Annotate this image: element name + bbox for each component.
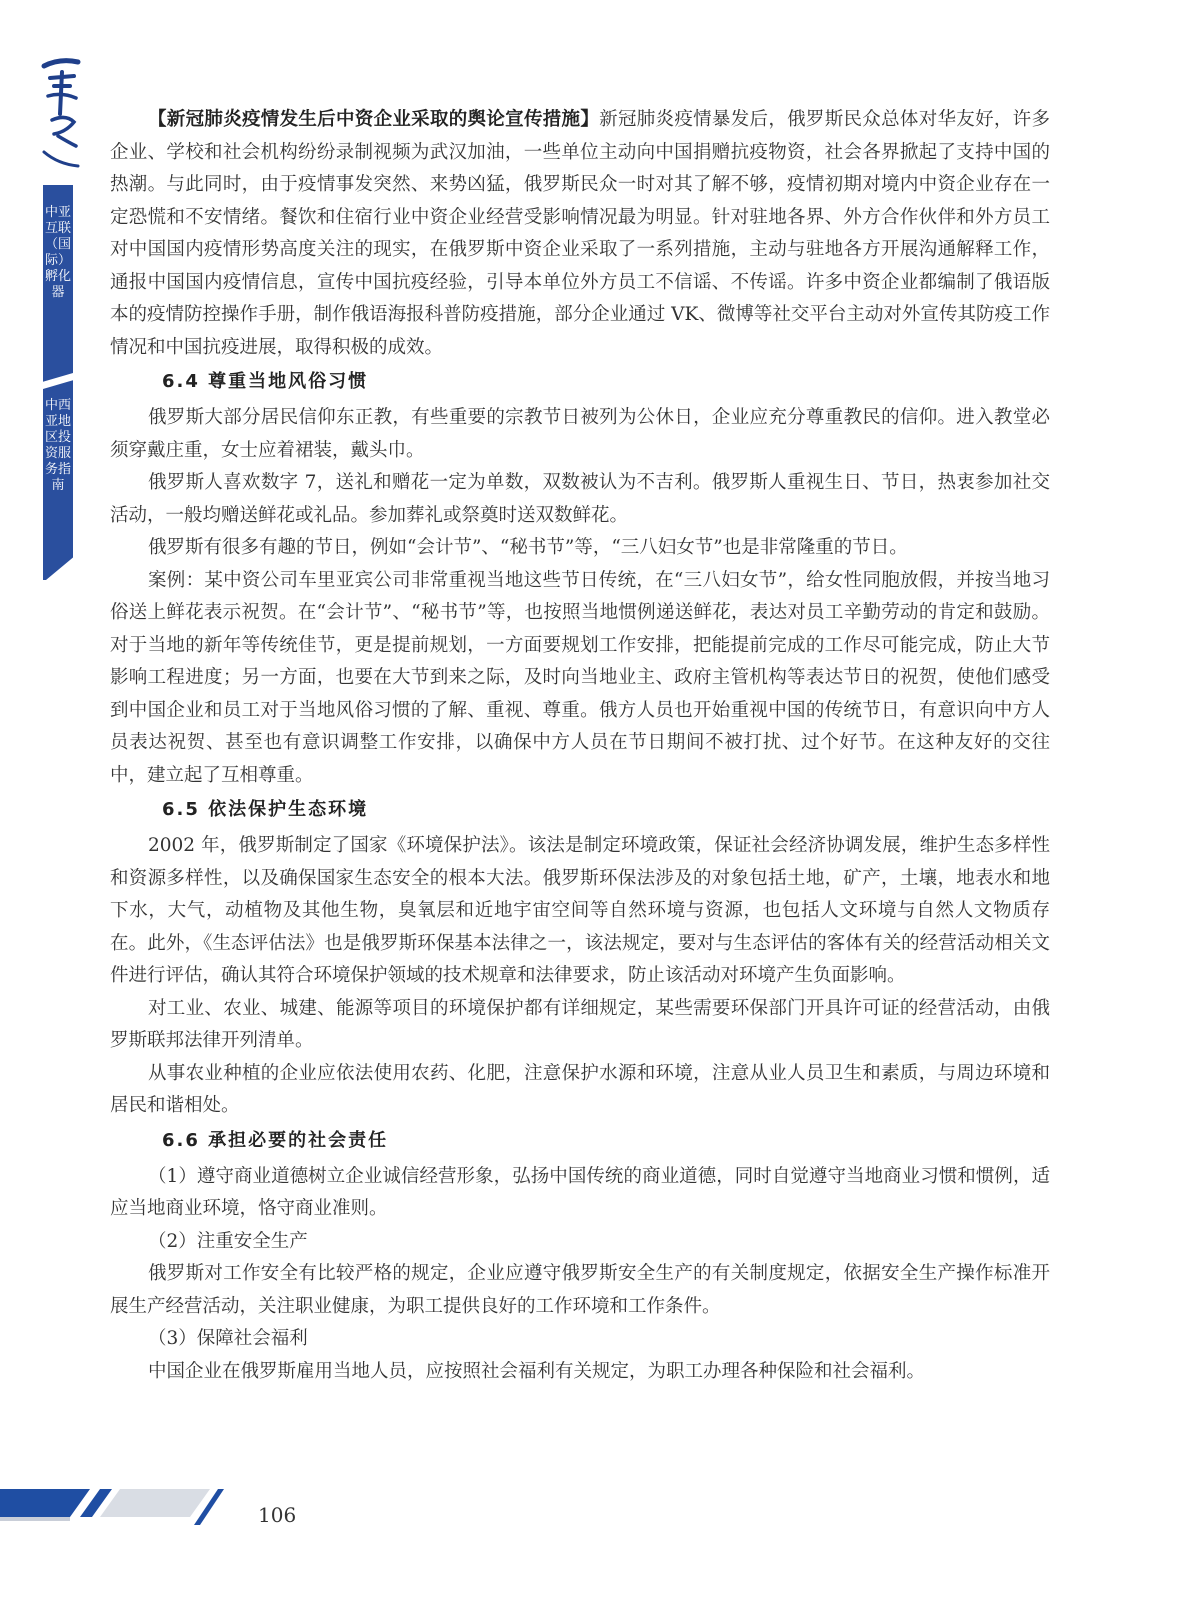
paragraph-lead-title: 【新冠肺炎疫情发生后中资企业采取的舆论宣传措施】 [148, 109, 600, 130]
series-label: 中亚互联（国际）孵化器 [44, 205, 71, 300]
paragraph-religion: 俄罗斯大部分居民信仰东正教，有些重要的宗教节日被列为公休日，企业应充分尊重教民的信仰。进入教堂必须穿戴庄重，女士应着裙装，戴头巾。 [110, 407, 1050, 461]
paragraph-welfare-heading: （3）保障社会福利 [148, 1328, 308, 1349]
paragraph-holidays: 俄罗斯有很多有趣的节日，例如“会计节”、“秘书节”等，“三八妇女节”也是非常隆重的节日。 [148, 537, 908, 558]
paragraph-agriculture: 从事农业种植的企业应依法使用农药、化肥，注意保护水源和环境，注意从业人员卫生和素质，与周边环境和居民和谐相处。 [110, 1062, 1050, 1116]
footer-stripes [0, 1487, 240, 1532]
paragraph-safety: 俄罗斯对工作安全有比较严格的规定，企业应遵守俄罗斯安全生产的有关制度规定，依据安全生产操作标准开展生产经营活动，关注职业健康，为职工提供良好的工作环境和工作条件。 [110, 1263, 1050, 1317]
book-label: 中西亚地区投资服务指南 [44, 398, 71, 493]
section-heading-6-4: 6.4 尊重当地风俗习惯 [162, 371, 369, 392]
page-number: 106 [258, 1503, 297, 1527]
paragraph-case-study: 案例：某中资公司车里亚宾公司非常重视当地这些节日传统，在“三八妇女节”，给女性同胞放假，并按当地习俗送上鲜花表示祝贺。在“会计节”、“秘书节”等，也按照当地惯例递送鲜花，表达对员工辛勤劳动的肯定和鼓励。对于当地的新年等传统佳节，更是提前规划，一方面要规划工作安排，把能提前完成的工作尽可能完成，防止大节影响工程进度；另一方面，也要在大节到来之际，及时向当地业主、政府主管机构等表达节日的祝贺，使他们感受到中国企业和员工对于当地风俗习惯的了解、重视、尊重。俄方人员也开始重视中国的传统节日，有意识向中方人员表达祝贺、甚至也有意识调整工作安排，以确保中方人员在节日期间不被打扰、过个好节。在这种友好的交往中，建立起了互相尊重。 [110, 569, 1050, 786]
section-heading-6-6: 6.6 承担必要的社会责任 [162, 1129, 389, 1151]
paragraph-gifts: 俄罗斯人喜欢数字 7，送礼和赠花一定为单数，双数被认为不吉利。俄罗斯人重视生日、节日，热衷参加社交活动，一般均赠送鲜花或礼品。参加葬礼或祭奠时送双数鲜花。 [110, 472, 1050, 526]
paragraph-text: 新冠肺炎疫情暴发后，俄罗斯民众总体对华友好，许多企业、学校和社会机构纷纷录制视频为武汉加油，一些单位主动向中国捐赠抗疫物资，社会各界掀起了支持中国的热潮。与此同时，由于疫情事发突然、来势凶猛，俄罗斯民众一时对其了解不够，疫情初期对境内中资企业存在一定恐慌和不安情绪。餐饮和住宿行业中资企业经营受影响情况最为明显。针对驻地各界、外方合作伙伴和外方员工对中国国内疫情形势高度关注的现实，在俄罗斯中资企业采取了一系列措施，主动与驻地各方开展沟通解释工作，通报中国国内疫情信息，宣传中国抗疫经验，引导本单位外方员工不信谣、不传谣。许多中资企业都编制了俄语版本的疫情防控操作手册，制作俄语海报科普防疫措施，部分企业通过 VK、微博等社交平台主动对外宣传其防疫工作情况和中国抗疫进展，取得积极的成效。 [110, 109, 1050, 358]
paragraph-business-ethics: （1）遵守商业道德树立企业诚信经营形象，弘扬中国传统的商业道德，同时自觉遵守当地商业习惯和惯例，适应当地商业环境，恪守商业准则。 [110, 1165, 1050, 1219]
paragraph-environment-law: 2002 年，俄罗斯制定了国家《环境保护法》。该法是制定环境政策，保证社会经济协调发展，维护生态多样性和资源多样性，以及确保国家生态安全的根本大法。俄罗斯环保法涉及的对象包括土地，矿产，土壤，地表水和地下水，大气，动植物及其他生物，臭氧层和近地宇宙空间等自然环境与资源，也包括人文环境与自然人文物质存在。此外，《生态评估法》也是俄罗斯环保基本法律之一，该法规定，要对与生态评估的客体有关的经营活动相关文件进行评估，确认其符合环境保护领域的技术规章和法律要求，防止该活动对环境产生负面影响。 [110, 835, 1050, 986]
paragraph-welfare: 中国企业在俄罗斯雇用当地人员，应按照社会福利有关规定，为职工办理各种保险和社会福利。 [148, 1360, 926, 1382]
section-heading-6-5: 6.5 依法保护生态环境 [162, 799, 369, 820]
paragraph-environment-rules: 对工业、农业、城建、能源等项目的环境保护都有详细规定，某些需要环保部门开具许可证的经营活动，由俄罗斯联邦法律开列清单。 [110, 997, 1050, 1051]
paragraph-safety-heading: （2）注重安全生产 [148, 1230, 308, 1252]
belt-and-road-logo [40, 48, 82, 168]
page-body [110, 104, 1050, 1388]
paragraph-covid-measures [110, 104, 1050, 364]
